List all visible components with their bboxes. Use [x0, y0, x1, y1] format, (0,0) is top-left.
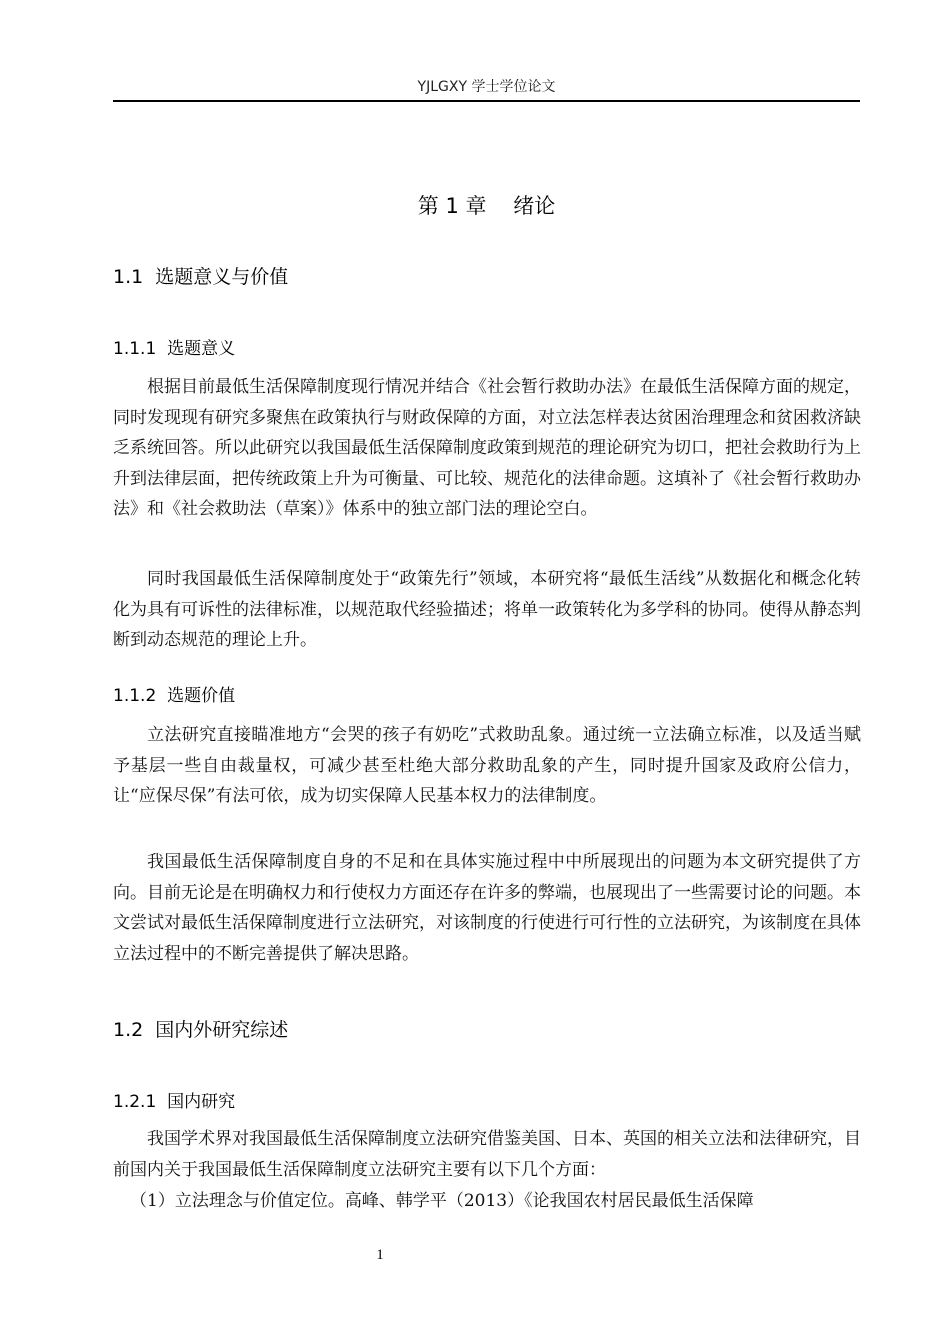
- paragraph: 根据目前最低生活保障制度现行情况并结合《社会暂行救助办法》在最低生活保障方面的规定，同时发现现有研究多聚焦在政策执行与财政保障的方面，对立法怎样表达贫困治理理念和贫困救济缺乏系统回答。所以此研究以我国最低生活保障制度政策到规范的理论研究为切口，把社会救助行为上升到法律层面，把传统政策上升为可衡量、可比较、规范化的法律命题。这填补了《社会暂行救助办法》和《社会救助法（草案）》体系中的独立部门法的理论空白。: [113, 377, 861, 519]
- section-heading-1-2: 1.2 国内外研究综述: [113, 1019, 289, 1041]
- section-heading-1-1: 1.1 选题意义与价值: [113, 266, 289, 288]
- chapter-title: 第 1 章 绪论: [417, 194, 556, 218]
- paragraph: 同时我国最低生活保障制度处于“政策先行”领域，本研究将“最低生活线”从数据化和概念化转化为具有可诉性的法律标准，以规范取代经验描述；将单一政策转化为多学科的协同。使得从静态判断到动态规范的理论上升。: [113, 569, 861, 650]
- subsection-heading-1-1-2: 1.1.2 选题价值: [113, 686, 236, 706]
- paragraph: 我国学术界对我国最低生活保障制度立法研究借鉴美国、日本、英国的相关立法和法律研究，目前国内关于我国最低生活保障制度立法研究主要有以下几个方面：: [113, 1129, 861, 1180]
- subsection-heading-1-1-1: 1.1.1 选题意义: [113, 339, 236, 359]
- running-header: YJLGXY 学士学位论文: [417, 79, 556, 95]
- subsection-heading-1-2-1: 1.2.1 国内研究: [113, 1092, 236, 1112]
- paragraph: 立法研究直接瞄准地方“会哭的孩子有奶吃”式救助乱象。通过统一立法确立标准，以及适当赋予基层一些自由裁量权，可减少甚至杜绝大部分救助乱象的产生，同时提升国家及政府公信力，让“应保尽保”有法可依，成为切实保障人民基本权力的法律制度。: [113, 725, 861, 806]
- page-number: 1: [376, 1247, 384, 1263]
- paragraph: 我国最低生活保障制度自身的不足和在具体实施过程中中所展现出的问题为本文研究提供了方向。目前无论是在明确权力和行使权力方面还存在许多的弊端，也展现出了一些需要讨论的问题。本文尝试对最低生活保障制度进行立法研究，对该制度的行使进行可行性的立法研究，为该制度在具体立法过程中的不断完善提供了解决思路。: [113, 852, 861, 964]
- header-rule: [113, 100, 860, 102]
- paragraph: （1）立法理念与价值定位。高峰、韩学平（2013）《论我国农村居民最低生活保障: [130, 1191, 754, 1211]
